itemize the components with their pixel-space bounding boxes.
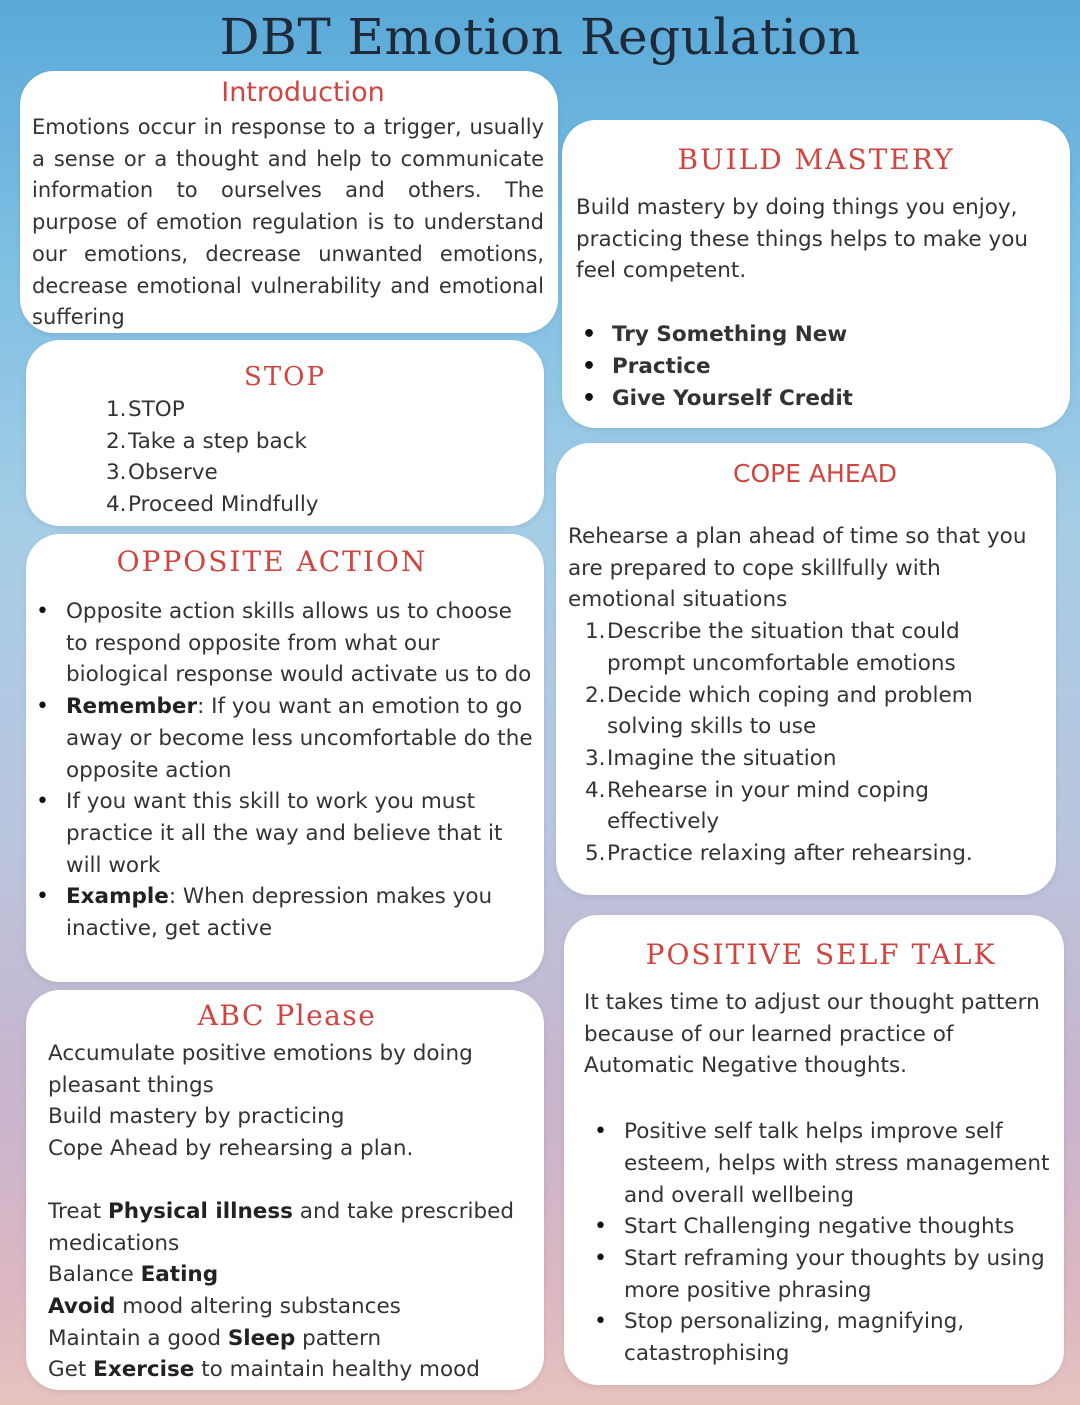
opposite-action-heading: OPPOSITE ACTION [116,545,428,578]
positive-self-talk-list [588,1116,1058,1370]
list-item: • Try Something New [576,319,1056,351]
abc-please-card [26,990,544,1390]
list-item: • Remember: If you want an emotion to go away or become less uncomfortable do the opposite action [30,691,534,786]
please-line: Get Exercise to maintain healthy mood [48,1357,480,1383]
please-line: Maintain a good Sleep pattern [48,1325,382,1351]
build-mastery-text: Build mastery by doing things you enjoy, practicing these things helps to make you feel competent. [576,195,1028,284]
build-mastery-list [576,319,1056,414]
positive-self-talk-card [564,915,1064,1385]
build-mastery-card [562,120,1070,428]
cope-ahead-card [556,443,1056,895]
positive-self-talk-text: It takes time to adjust our thought pattern because of our learned practice of Automatic Negative thoughts. [584,990,1040,1079]
opposite-action-list [30,596,534,945]
list-item: 1. STOP [106,397,185,422]
list-item: • Stop personalizing, magnifying, catastrophising [588,1306,1058,1369]
list-item: • Start Challenging negative thoughts [588,1211,1058,1243]
introduction-card [20,71,558,333]
abc-line: Build mastery by practicing [48,1104,345,1130]
cope-ahead-list [585,616,1042,870]
abc-line: Accumulate positive emotions by doing pleasant things [48,1041,473,1098]
list-item: 3. Imagine the situation [585,745,837,771]
please-line: Avoid mood altering substances [48,1293,401,1319]
stop-card [26,340,544,526]
opposite-action-card [26,534,544,982]
introduction-text: Emotions occur in response to a trigger, usually a sense or a thought and help to communicate information to ourselves and others. The purpose of emotion regulation is to understand our emotions, decrease unwanted emotions, decrease emotional vulnerability and emotional suffering [32,115,544,330]
stop-heading: STOP [244,362,326,392]
list-item: 2. Decide which coping and problem solving skills to use [585,682,973,740]
list-item: 4. Proceed Mindfully [106,492,319,518]
list-item: 4. Rehearse in your mind coping effectively [585,777,929,835]
list-item: • Start reframing your thoughts by using more positive phrasing [588,1243,1058,1306]
list-item: 5. Practice relaxing after rehearsing. [585,841,973,867]
list-item: 2. Take a step back [106,428,307,454]
list-item: • Opposite action skills allows us to choose to respond opposite from what our biological response would activate us to do [30,596,534,691]
introduction-heading: Introduction [221,77,385,108]
cope-ahead-text: Rehearse a plan ahead of time so that you are prepared to cope skillfully with emotional situations [568,524,1027,613]
list-item: • Example: When depression makes you inactive, get active [30,881,534,944]
abc-line: Cope Ahead by rehearsing a plan. [48,1136,414,1162]
please-lines [48,1196,526,1386]
abc-please-heading: ABC Please [197,999,377,1032]
please-line: Balance Eating [48,1262,219,1288]
stop-list [106,394,524,521]
list-item: • Positive self talk helps improve self esteem, helps with stress management and overall wellbeing [588,1116,1058,1211]
list-item: • Practice [576,351,1056,383]
list-item: 3. Observe [106,460,218,486]
abc-lines [48,1038,526,1165]
cope-ahead-heading: COPE AHEAD [732,459,897,488]
list-item: 1. Describe the situation that could prompt uncomfortable emotions [585,619,960,676]
please-line: Treat Physical illness and take prescribed medications [48,1198,515,1256]
list-item: • If you want this skill to work you must practice it all the way and believe that it will work [30,786,534,881]
build-mastery-heading: BUILD MASTERY [677,143,955,176]
list-item: • Give Yourself Credit [576,383,1056,415]
page-title: DBT Emotion Regulation [219,8,861,66]
positive-self-talk-heading: POSITIVE SELF TALK [645,938,997,971]
